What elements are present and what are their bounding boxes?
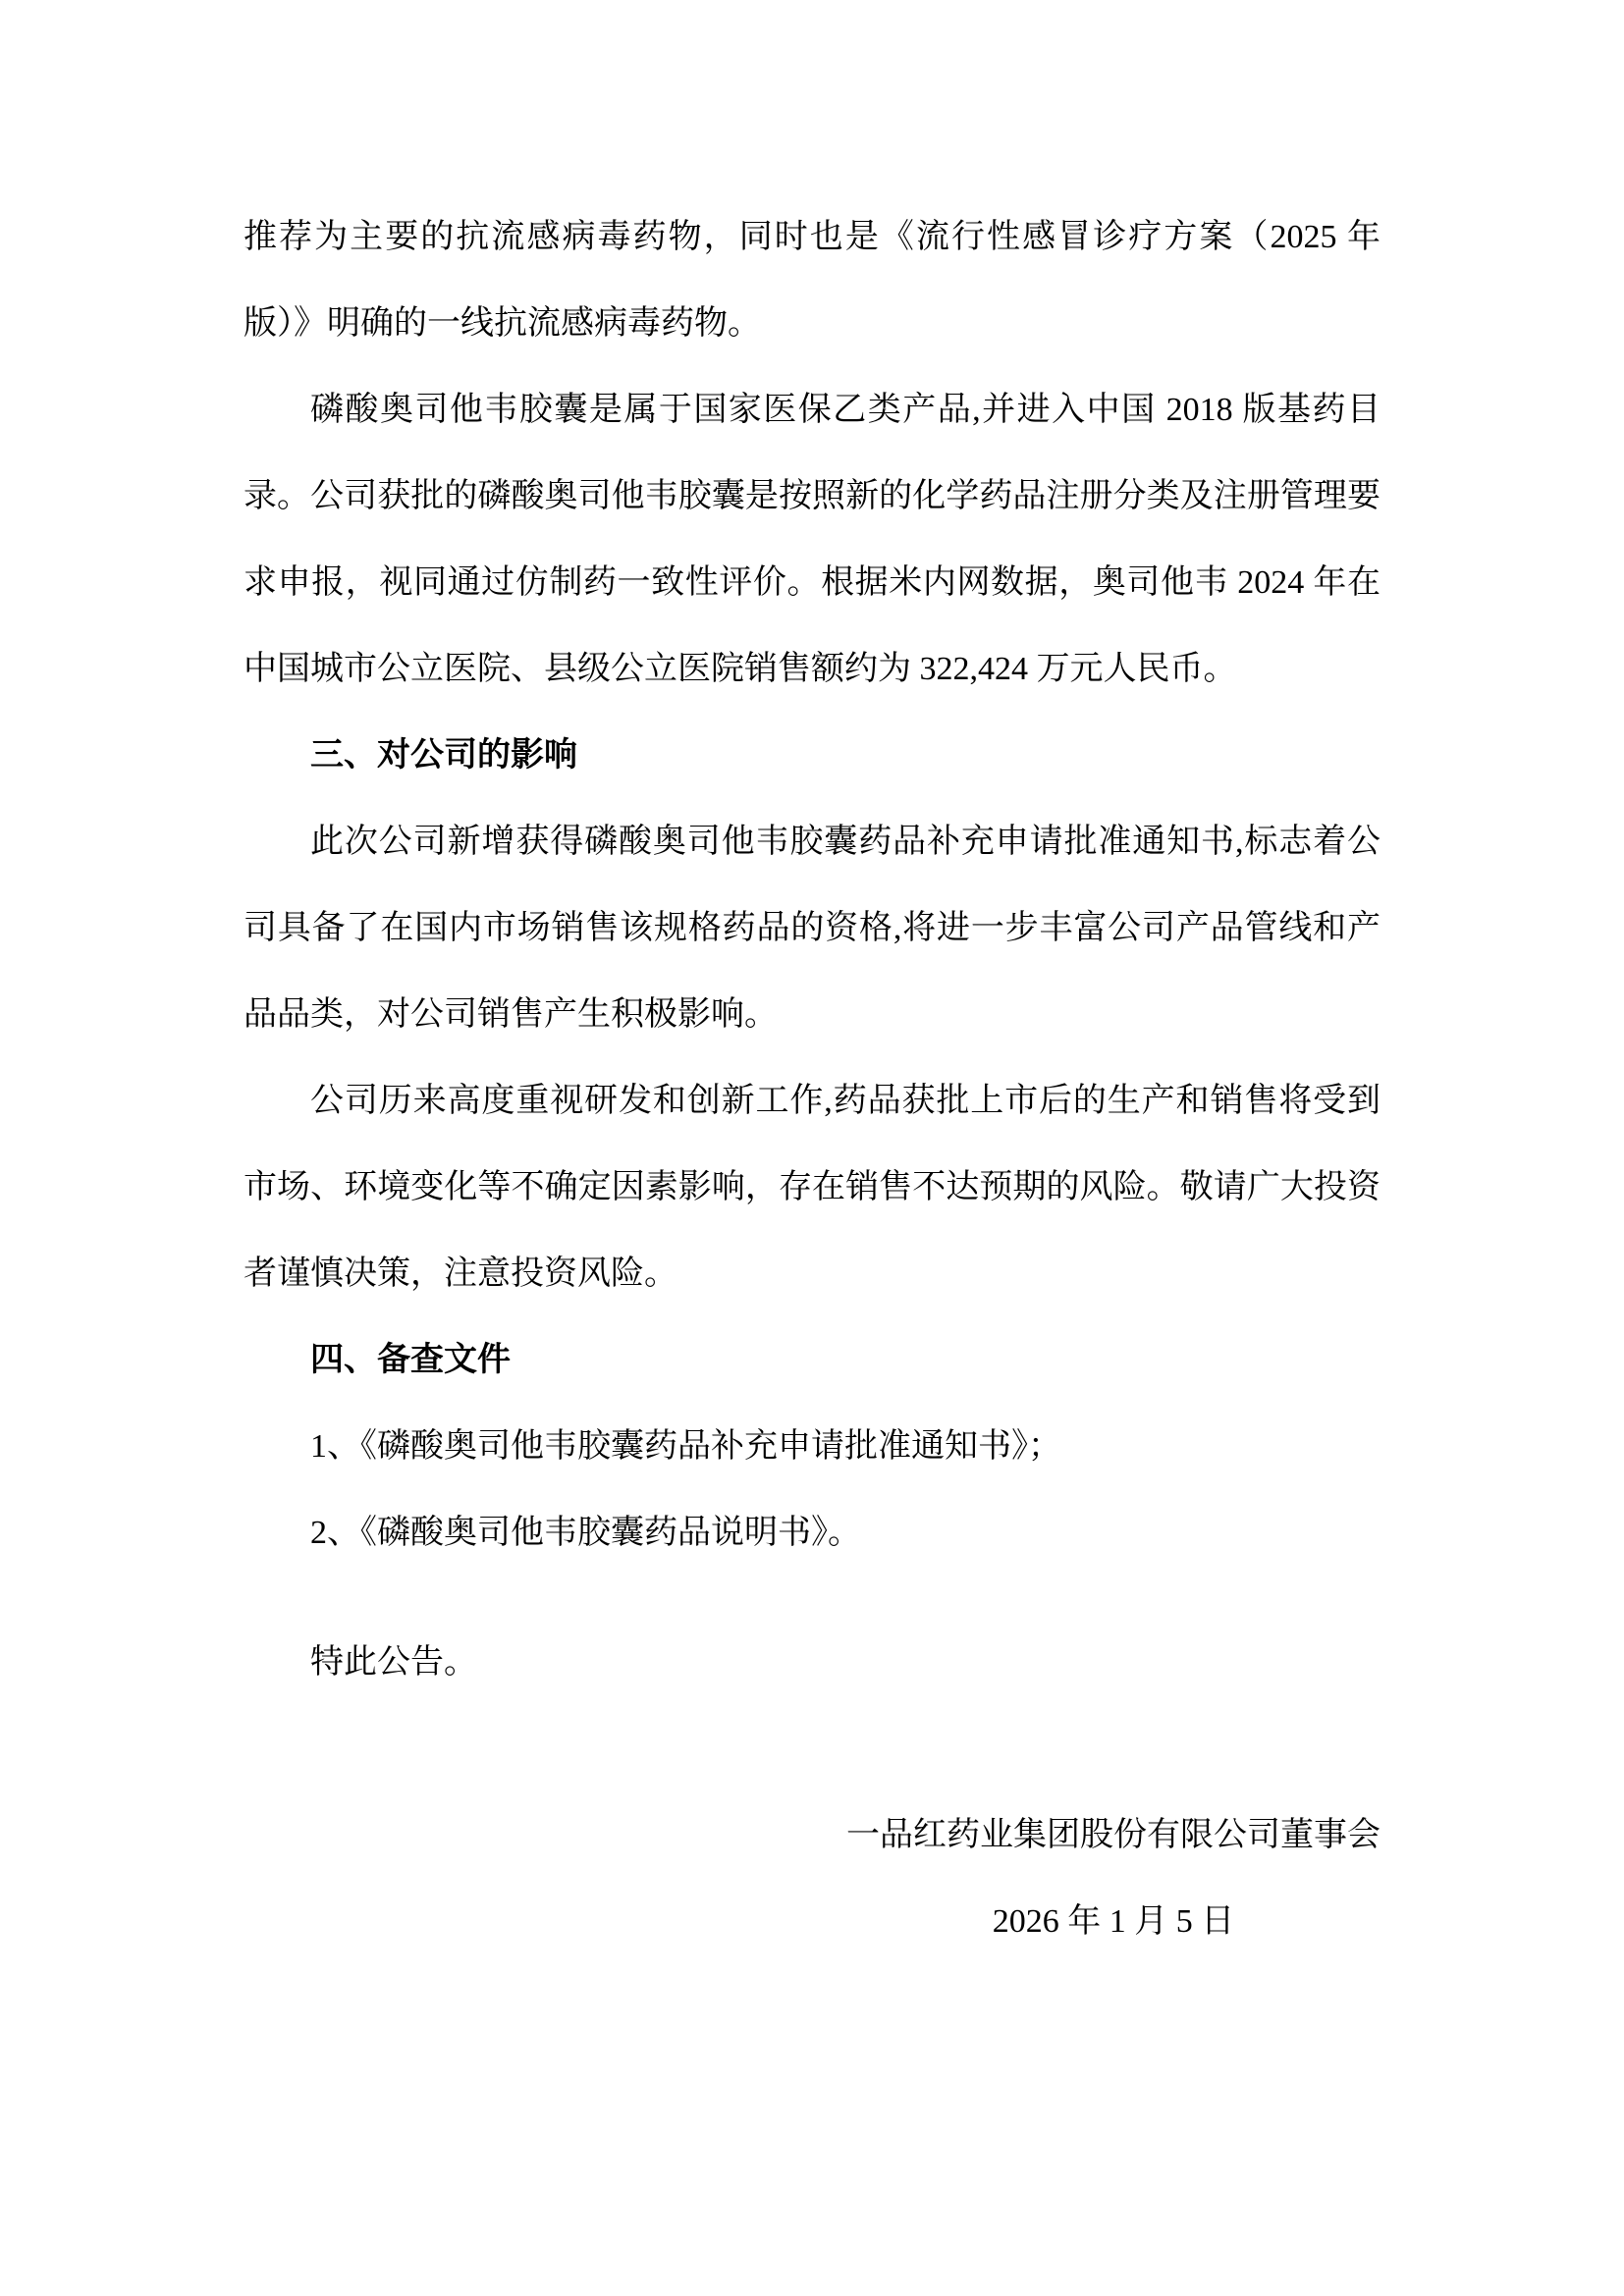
signature-date: 2026 年 1 月 5 日 (992, 1903, 1235, 1940)
body-paragraph-impact-2: 公司历来高度重视研发和创新工作,药品获批上市后的生产和销售将受到市场、环境变化等不确定因素影响，存在销售不达预期的风险。敬请广大投资者谨慎决策，注意投资风险。 (244, 1083, 1380, 1292)
section-heading-impact: 三、对公司的影响 (310, 737, 577, 774)
body-paragraph-impact-1: 此次公司新增获得磷酸奥司他韦胶囊药品补充申请批准通知书,标志着公司具备了在国内市场销售该规格药品的资格,将进一步丰富公司产品管线和产品品类，对公司销售产生积极影响。 (244, 824, 1380, 1033)
signature-block (244, 1792, 1380, 1965)
signature-inner (846, 1792, 1380, 1965)
body-paragraph-product-info: 磷酸奥司他韦胶囊是属于国家医保乙类产品,并进入中国 2018 版基药目录。公司获批的磷酸奥司他韦胶囊是按照新的化学药品注册分类及注册管理要求申报，视同通过仿制药一致性评价。根据米内网数据，奥司他韦 2024 年在中国城市公立医院、县级公立医院销售额约为 322,424 万元人民币。 (244, 392, 1380, 687)
body-paragraph-continuation: 推荐为主要的抗流感病毒药物，同时也是《流行性感冒诊疗方案（2025 年版）》明确的一线抗流感病毒药物。 (244, 219, 1380, 342)
closing-statement: 特此公告。 (310, 1644, 477, 1681)
reference-document-item-1: 1、《磷酸奥司他韦胶囊药品补充申请批准通知书》； (310, 1428, 1061, 1465)
signature-company: 一品红药业集团股份有限公司董事会 (846, 1817, 1380, 1853)
section-heading-reference-documents: 四、备查文件 (310, 1342, 511, 1378)
reference-document-item-2: 2、《磷酸奥司他韦胶囊药品说明书》。 (310, 1515, 861, 1551)
